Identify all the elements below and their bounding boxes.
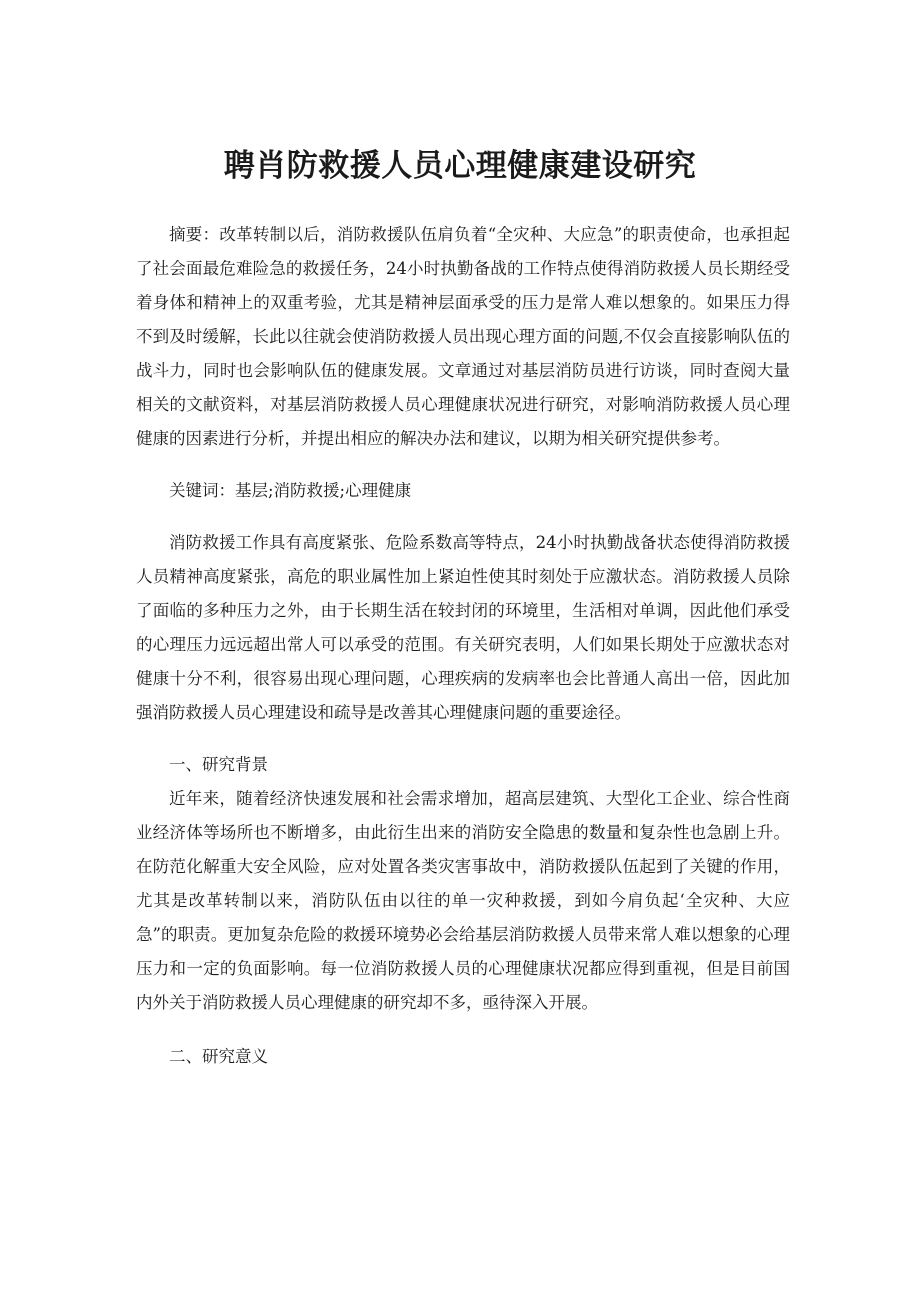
abstract-paragraph: 摘要：改革转制以后，消防救援队伍肩负着“全灾种、大应急”的职责使命，也承担起了社会面最危难险急的救援任务，24小时执勤备战的工作特点使得消防救援人员长期经受着身体和精神上的双重考验，尤其是精神层面承受的压力是常人难以想象的。如果压力得不到及时缓解，长此以往就会使消防救援人员出现心理方面的问题,不仅会直接影响队伍的战斗力，同时也会影响队伍的健康发展。文章通过对基层消防员进行访谈，同时查阅大量相关的文献资料，对基层消防救援人员心理健康状况进行研究，对影响消防救援人员心理健康的因素进行分析，并提出相应的解决办法和建议，以期为相关研究提供参考。 bbox=[136, 225, 790, 448]
intro-paragraph: 消防救援工作具有高度紧张、危险系数高等特点，24小时执勤战备状态使得消防救援人员精神高度紧张，高危的职业属性加上紧迫性使其时刻处于应激状态。消防救援人员除了面临的多种压力之外，由于长期生活在较封闭的环境里，生活相对单调，因此他们承受的心理压力远远超出常人可以承受的范围。有关研究表明，人们如果长期处于应激状态对健康十分不利，很容易出现心理问题，心理疾病的发病率也会比普通人高出一倍，因此加强消防救援人员心理建设和疏导是改善其心理健康问题的重要途径。 bbox=[136, 533, 790, 722]
keywords-line: 关键词：基层;消防救援;心理健康 bbox=[169, 481, 412, 500]
background-paragraph: 近年来，随着经济快速发展和社会需求增加，超高层建筑、大型化工企业、综合性商业经济体等场所也不断增多，由此衍生出来的消防安全隐患的数量和复杂性也急剧上升。在防范化解重大安全风险，应对处置各类灾害事故中，消防救援队伍起到了关键的作用，尤其是改革转制以来，消防队伍由以往的单一灾种救援，到如今肩负起‘全灾种、大应急”的职责。更加复杂危险的救援环境势必会给基层消防救援人员带来常人难以想象的心理压力和一定的负面影响。每一位消防救援人员的心理健康状况都应得到重视，但是目前国内外关于消防救援人员心理健康的研究却不多，亟待深入开展。 bbox=[136, 789, 790, 1012]
document-body bbox=[136, 218, 790, 1074]
section-heading-background: 一、研究背景 bbox=[169, 755, 268, 774]
document-title: 聘肖防救援人员心理健康建设研究 bbox=[223, 148, 697, 184]
section-heading-significance: 二、研究意义 bbox=[169, 1047, 268, 1066]
